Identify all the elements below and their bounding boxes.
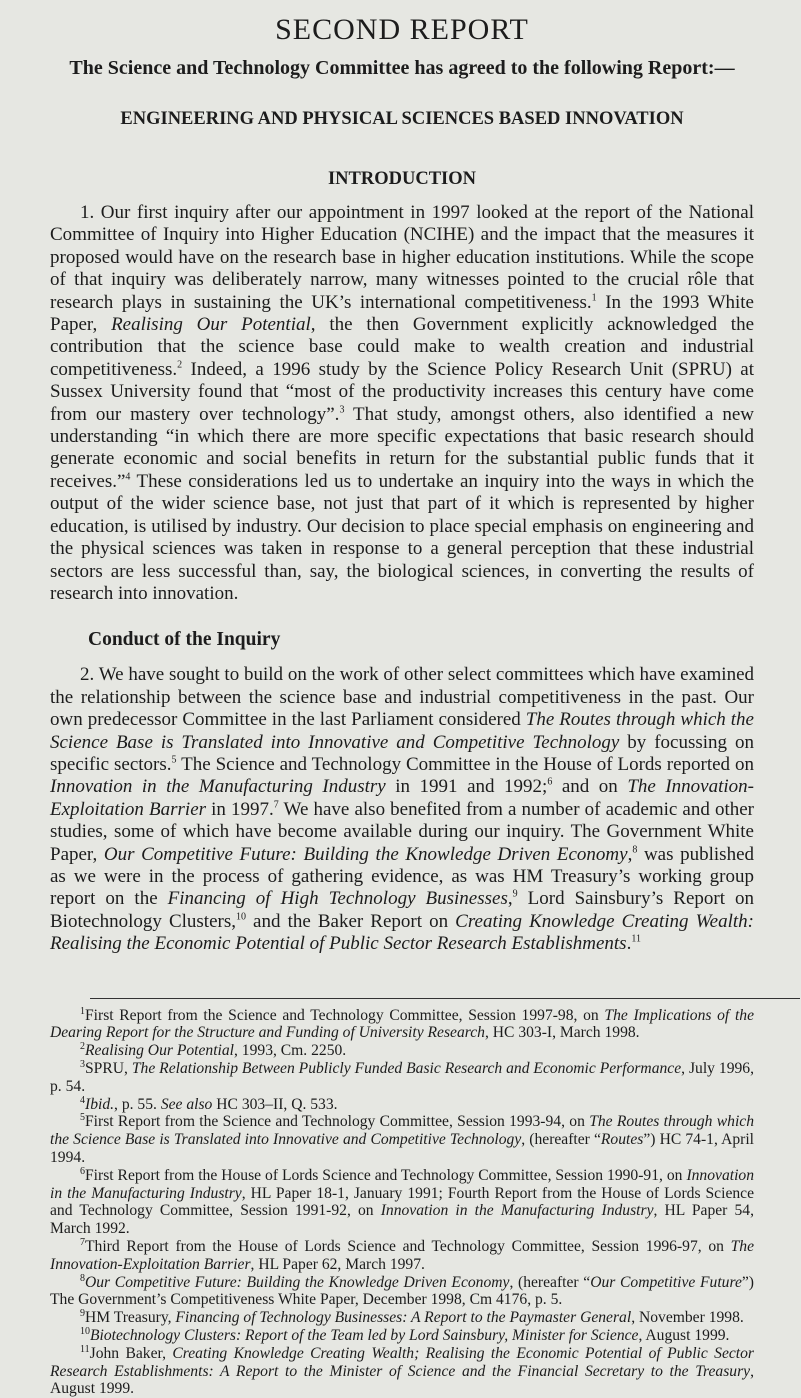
italic-title: Our Competitive Future <box>590 1273 742 1291</box>
text-run: , <box>627 843 633 865</box>
footnote-2 <box>50 1042 754 1060</box>
footnote-7 <box>50 1238 754 1274</box>
text-run: In the 1993 White Paper, <box>50 291 754 336</box>
text-run: ”) HC 74-1, April 1994. <box>50 1131 755 1166</box>
footnote-ref: 8 <box>632 844 638 856</box>
text-run: and the Baker Report on <box>245 910 456 932</box>
italic-title: Innovation in the Manufacturing Industry <box>380 1202 654 1220</box>
footnote-number: 2 <box>80 1041 85 1052</box>
footnote-ref: 4 <box>125 471 131 483</box>
footnote-ref: 9 <box>512 889 518 901</box>
footnote-number: 1 <box>80 1005 85 1017</box>
text-run: , (hereafter “ <box>521 1131 601 1149</box>
text-run: Indeed, a 1996 study by the Science Policy Research Unit (SPRU) at Sussex University found that “most of the productivity increases this century have come from our mastery over technology”. <box>50 358 754 425</box>
footnote-number: 6 <box>80 1165 85 1177</box>
text-run: , August 1999. <box>50 1362 754 1398</box>
footnote-ref: 11 <box>631 933 641 945</box>
text-run: , August 1999. <box>638 1326 730 1344</box>
italic-title: See also <box>160 1095 213 1113</box>
text-run: HC 303–II, Q. 533. <box>212 1095 338 1113</box>
footnote-ref: 7 <box>273 799 279 811</box>
text-run: John Baker, <box>89 1344 173 1362</box>
footnote-ref: 1 <box>591 292 597 304</box>
text-run: , p. 55. <box>114 1095 161 1113</box>
italic-title: Creating Knowledge Creating Wealth; Realising the Economic Potential of Public Sector Research Establishments: A Report to the Minister of Science and the Financial Secretary to the Treasury <box>50 1344 754 1380</box>
text-run: We have also benefited from a number of academic and other studies, some of which have become available during our inquiry. The Government White Paper, <box>50 798 754 865</box>
footnote-6 <box>50 1167 754 1238</box>
italic-title: Financing of High Technology Businesses <box>167 888 508 910</box>
footnote-10 <box>50 1327 754 1345</box>
text-run: First Report from the Science and Technology Committee, Session 1993-94, on <box>85 1113 590 1131</box>
italic-title: The Routes through which the Science Base is Translated into Innovative and Competitive Technology <box>50 1113 754 1149</box>
text-run: . <box>626 933 632 955</box>
italic-title: Our Competitive Future: Building the Knowledge Driven Economy <box>85 1273 510 1291</box>
text-run: , November 1998. <box>631 1309 744 1327</box>
text-run: 1. Our first inquiry after our appointment in 1997 looked at the report of the National Committee of Inquiry into Higher Education (NCIHE) and the impact that the measures it proposed would have on the research base in higher education institutions. While the scope of that inquiry was deliberately narrow, many witnesses pointed to the crucial rôle that research plays in sustaining the UK’s international competitiveness. <box>50 202 754 313</box>
agreed-line: The Science and Technology Committee has agreed to the following Report:— <box>69 57 735 79</box>
italic-title: The Routes through which the Science Base is Translated into Innovative and Competitive Technology <box>50 709 754 753</box>
text-run: by focussing on specific sectors. <box>50 731 754 775</box>
footnote-9 <box>50 1309 754 1327</box>
footnote-1 <box>50 1007 754 1043</box>
text-run: , (hereafter “ <box>509 1273 591 1291</box>
text-run: Lord Sainsbury’s Report on Biotechnology Clusters, <box>50 888 755 932</box>
italic-title: The Innovation-Exploitation Barrier <box>50 776 754 820</box>
text-run: Third Report from the House of Lords Science and Technology Committee, Session 1996-97, on <box>85 1237 731 1255</box>
italic-title: Routes <box>600 1131 644 1149</box>
text-run: in 1997. <box>206 798 274 820</box>
footnote-number: 11 <box>80 1343 90 1355</box>
footnote-ref: 2 <box>177 359 183 371</box>
italic-title: The Implications of the Dearing Report for the Structure and Funding of University Research <box>50 1006 755 1042</box>
text-run: , July 1996, p. 54. <box>50 1059 754 1095</box>
text-run: , HL Paper 54, March 1992. <box>50 1202 754 1238</box>
text-run: was published as we were in the process of gathering evidence, as was HM Treasury’s working group report on the <box>50 843 755 910</box>
footnote-number: 4 <box>80 1094 85 1106</box>
footnote-11 <box>50 1345 754 1398</box>
text-run: HM Treasury, <box>85 1309 176 1327</box>
text-run: , 1993, Cm. 2250. <box>234 1042 347 1060</box>
text-run: SPRU, <box>85 1059 132 1077</box>
footnotes <box>50 1007 754 1398</box>
text-run: The Science and Technology Committee in the House of Lords reported on <box>176 753 754 775</box>
footnote-number: 7 <box>80 1236 85 1248</box>
paragraph-2 <box>50 664 754 955</box>
text-run: , HC 303-I, March 1998. <box>484 1024 640 1042</box>
italic-title: Our Competitive Future: Building the Knowledge Driven Economy <box>103 843 628 865</box>
italic-title: Innovation in the Manufacturing Industry <box>50 1166 754 1202</box>
conduct-heading: Conduct of the Inquiry <box>88 629 281 651</box>
footnote-8 <box>50 1274 754 1310</box>
text-run: ”) The Government’s Competitiveness White Paper, December 1998, Cm 4176, p. 5. <box>50 1273 755 1309</box>
footnote-ref: 5 <box>171 754 177 766</box>
footnote-rule <box>90 998 800 999</box>
italic-title: Financing of Technology Businesses: A Report to the Paymaster General <box>175 1309 632 1327</box>
footnote-4 <box>50 1096 754 1114</box>
text-run: 2. We have sought to build on the work of other select committees which have examined the relationship between the science base and industrial competitiveness in the past. Our own predecessor Committee in the last Parliament considered <box>50 664 754 731</box>
report-title: SECOND REPORT <box>275 13 529 46</box>
italic-title: The Innovation-Exploitation Barrier <box>50 1237 754 1273</box>
footnote-ref: 10 <box>235 911 246 923</box>
introduction-heading: INTRODUCTION <box>327 169 477 189</box>
footnote-number: 3 <box>80 1058 85 1070</box>
text-run: and on <box>552 776 628 798</box>
text-run: , the then Government explicitly acknowledged the contribution that the science base could make to wealth creation and industrial competitiveness. <box>50 314 754 380</box>
italic-title: Innovation in the Manufacturing Industry <box>50 776 386 798</box>
text-run: That study, amongst others, also identified a new understanding “in which there are more specific expectations that basic research should generate economic and social benefits in return for the substantial public funds that it receives.” <box>50 403 754 492</box>
italic-title: Biotechnology Clusters: Report of the Team led by Lord Sainsbury, Minister for Science <box>90 1326 639 1344</box>
italic-title: Creating Knowledge Creating Wealth: Realising the Economic Potential of Public Sector Research Establishments <box>50 910 754 955</box>
footnote-3 <box>50 1060 754 1096</box>
text-run: , HL Paper 18-1, January 1991; Fourth Report from the House of Lords Science and Technology Committee, Session 1991-92, on <box>50 1184 754 1220</box>
italic-title: Ibid. <box>85 1095 115 1113</box>
footnote-number: 10 <box>80 1325 90 1337</box>
main-heading: ENGINEERING AND PHYSICAL SCIENCES BASED INNOVATION <box>120 109 684 129</box>
footnote-ref: 3 <box>339 404 345 416</box>
text-run: , HL Paper 62, March 1997. <box>250 1255 425 1273</box>
text-run: First Report from the House of Lords Science and Technology Committee, Session 1990-91, on <box>85 1166 687 1184</box>
footnote-number: 9 <box>80 1307 85 1319</box>
footnote-ref: 6 <box>547 777 553 789</box>
text-run: in 1991 and 1992; <box>385 776 548 798</box>
text-run: , <box>507 888 513 910</box>
italic-title: Realising Our Potential <box>85 1042 234 1060</box>
text-run: First Report from the Science and Technology Committee, Session 1997-98, on <box>85 1006 605 1024</box>
footnote-number: 5 <box>80 1112 85 1124</box>
paragraph-1 <box>50 202 754 605</box>
text-run: These considerations led us to undertake an inquiry into the ways in which the output of the wider science base, not just that part of it which is represented by higher education, is utilised by industry. Our decision to place special emphasis on engineering and the physical sciences was taken in response to a general perception that these industrial sectors are less successful than, say, the biological sciences, in converting the results of research into innovation. <box>50 470 754 604</box>
italic-title: Realising Our Potential <box>111 314 311 336</box>
footnote-number: 8 <box>80 1272 85 1284</box>
italic-title: The Relationship Between Publicly Funded Basic Research and Economic Performance <box>131 1059 682 1077</box>
